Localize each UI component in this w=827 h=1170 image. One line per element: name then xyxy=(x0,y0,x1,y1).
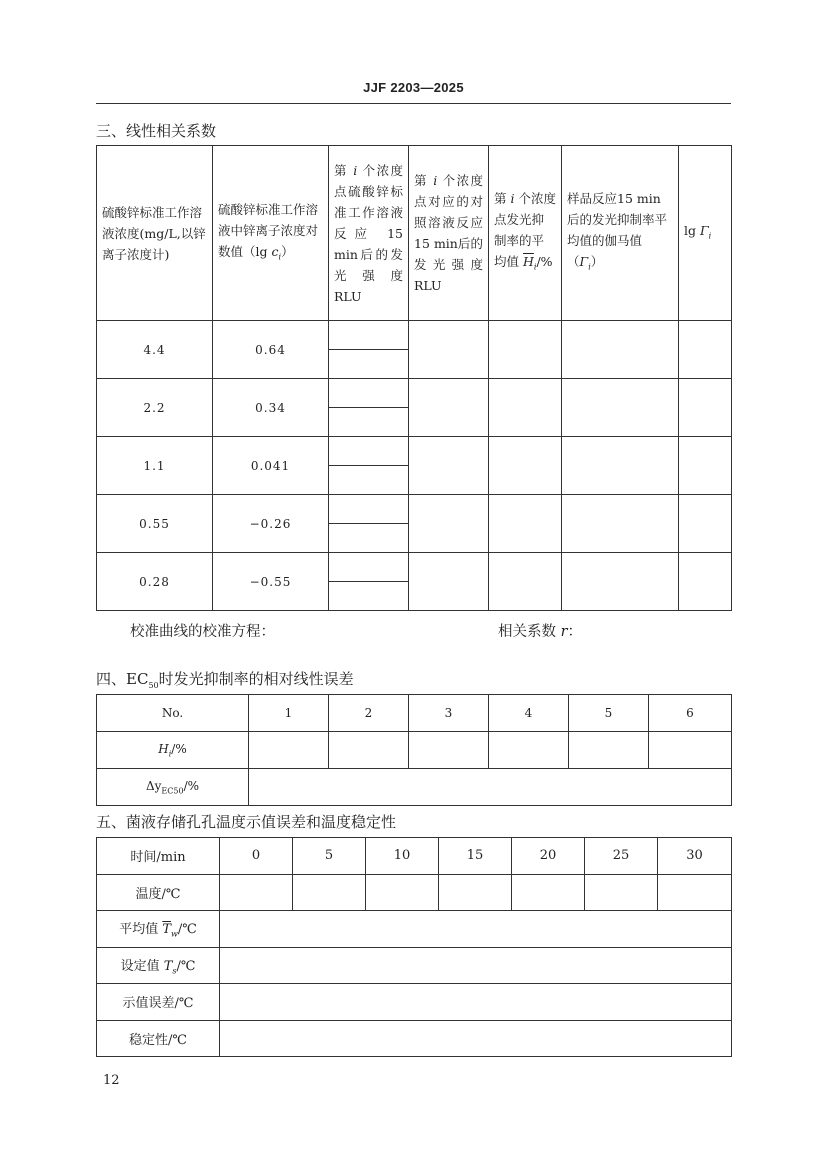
rlu-cell xyxy=(329,495,409,553)
table-row xyxy=(97,379,732,437)
no-cell: 6 xyxy=(649,695,732,732)
header-sample-rlu: 第 i 个浓度点硫酸锌标准工作溶液反应 15 min后的发光强度 RLU xyxy=(329,146,409,321)
correlation-coefficient-label: 相关系数 r： xyxy=(498,624,583,640)
lg-cell: −0.26 xyxy=(213,495,329,553)
conc-cell: 0.28 xyxy=(97,553,213,611)
table-row xyxy=(97,732,732,769)
section4-title: 四、$EC_{50}$时发光抑制率的相对线性误差 xyxy=(96,670,354,690)
section5-title: 五、菌液存储孔孔温度示值误差和温度稳定性 xyxy=(96,813,397,831)
conc-cell: 4.4 xyxy=(97,321,213,379)
time-cell: 20 xyxy=(512,838,585,875)
no-cell: 5 xyxy=(569,695,649,732)
time-cell: 5 xyxy=(293,838,366,875)
header-control-rlu: 第 i 个浓度点对应的对照溶液反应15 min后的发光强度 RLU xyxy=(409,146,489,321)
no-cell: 2 xyxy=(329,695,409,732)
conc-cell: 0.55 xyxy=(97,495,213,553)
table-row xyxy=(97,838,732,875)
rlu-cell xyxy=(329,437,409,495)
setpoint-label: 设定值 $T_s/℃$ xyxy=(97,947,220,984)
linear-correlation-table xyxy=(96,145,732,611)
stability-label: 稳定性/℃ xyxy=(97,1020,220,1057)
page-number: 12 xyxy=(103,1073,120,1088)
lg-cell: 0.64 xyxy=(213,321,329,379)
temperature-label: 温度/℃ xyxy=(97,874,220,911)
rlu-cell xyxy=(329,379,409,437)
h-label: $H_i/\%$ xyxy=(97,732,249,769)
calibration-equation-label: 校准曲线的校准方程： xyxy=(130,624,275,640)
time-cell: 0 xyxy=(220,838,293,875)
table-row xyxy=(97,437,732,495)
no-cell: 1 xyxy=(249,695,329,732)
lg-cell: 0.041 xyxy=(213,437,329,495)
document-header-code: JJF 2203—2025 xyxy=(363,80,464,95)
header-rule xyxy=(96,103,731,104)
no-label: No. xyxy=(97,695,249,732)
linearity-error-table xyxy=(96,694,732,806)
no-cell: 4 xyxy=(489,695,569,732)
time-cell: 15 xyxy=(439,838,512,875)
header-log-concentration: 硫酸锌标准工作溶液中锌离子浓度对数值（lg $c_i$） xyxy=(213,146,329,321)
header-gamma: 样品反应15 min后的发光抑制率平均值的伽马值$(\Gamma_i)$ xyxy=(562,146,679,321)
table-row xyxy=(97,553,732,611)
header-inhibition-avg: 第 i 个浓度点发光抑制率的平 均值 $\overline{H}_i/\%$ xyxy=(489,146,562,321)
header-lg-gamma: $\lg \Gamma_i$ xyxy=(679,146,732,321)
indication-error-label: 示值误差/℃ xyxy=(97,984,220,1021)
table-row xyxy=(97,947,732,984)
table-row xyxy=(97,495,732,553)
time-label: 时间/min xyxy=(97,838,220,875)
rlu-cell xyxy=(329,553,409,611)
conc-cell: 1.1 xyxy=(97,437,213,495)
table-row xyxy=(97,984,732,1021)
time-cell: 25 xyxy=(585,838,658,875)
table-row xyxy=(97,769,732,806)
time-cell: 10 xyxy=(366,838,439,875)
section3-title: 三、线性相关系数 xyxy=(96,122,217,140)
table-row xyxy=(97,695,732,732)
rlu-cell xyxy=(329,321,409,379)
time-cell: 30 xyxy=(658,838,732,875)
table-row xyxy=(97,321,732,379)
lg-cell: −0.55 xyxy=(213,553,329,611)
average-label: 平均值 $\overline{T}_w/℃$ xyxy=(97,911,220,948)
header-concentration: 硫酸锌标准工作溶液浓度(mg/L,以锌离子浓度计) xyxy=(97,146,213,321)
lg-cell: 0.34 xyxy=(213,379,329,437)
table-row xyxy=(97,911,732,948)
table-row xyxy=(97,1020,732,1057)
table-row xyxy=(97,874,732,911)
dy-label: $\Delta y_{EC50}/\%$ xyxy=(97,769,249,806)
no-cell: 3 xyxy=(409,695,489,732)
temperature-table xyxy=(96,837,732,1057)
conc-cell: 2.2 xyxy=(97,379,213,437)
